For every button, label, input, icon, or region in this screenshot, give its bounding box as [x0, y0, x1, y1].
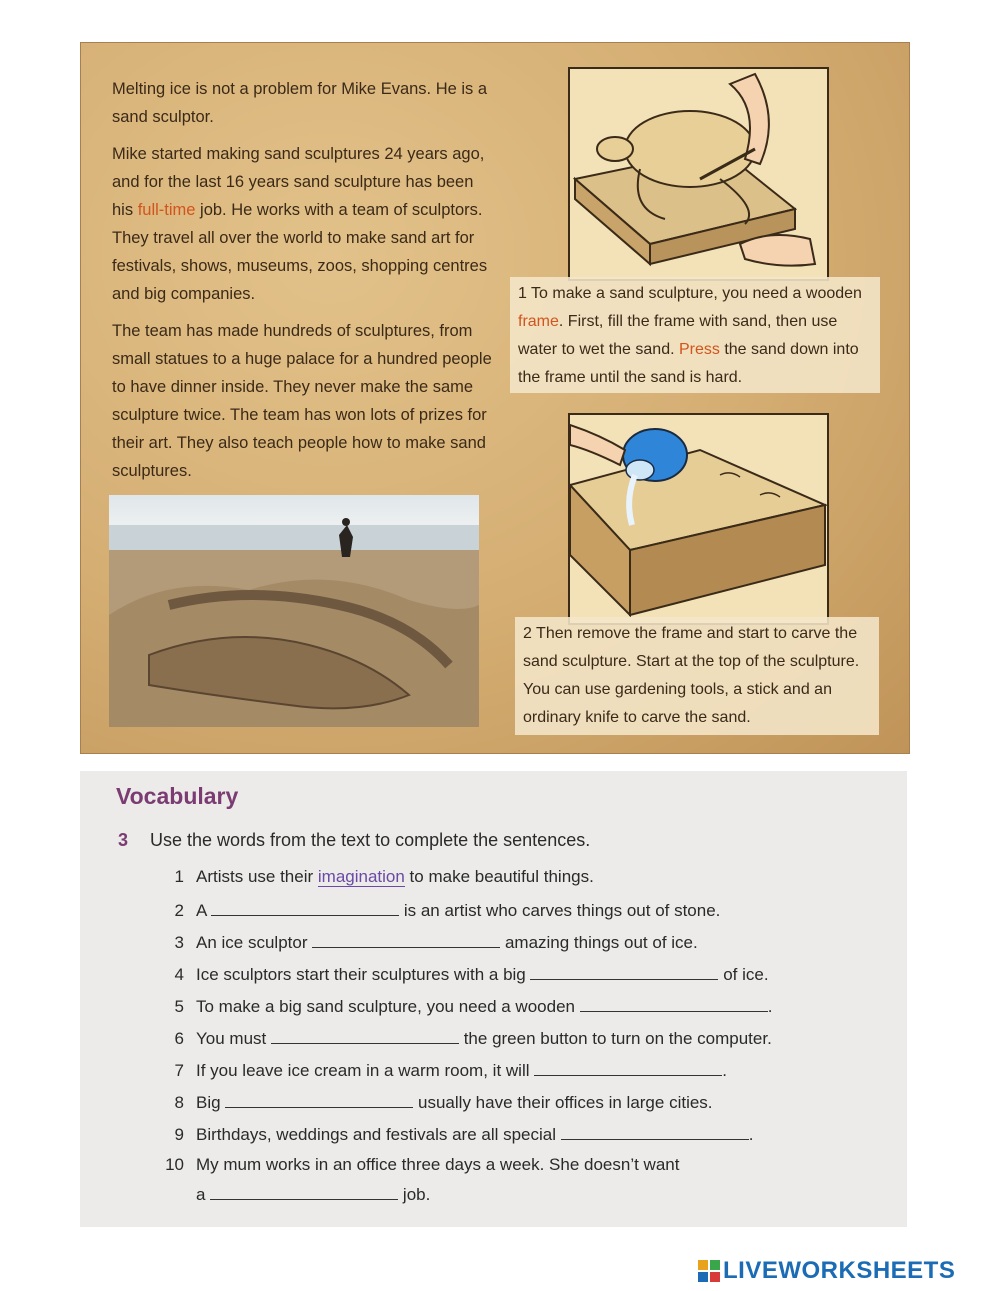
answer-field[interactable] [534, 1059, 722, 1076]
item-text-before: An ice sculptor [196, 933, 313, 952]
exercise-item-8 [146, 1091, 713, 1113]
item-text-after: . [722, 1061, 727, 1080]
exercise-item-10 [146, 1155, 679, 1175]
answer-field[interactable] [210, 1183, 398, 1200]
answer-field[interactable] [312, 931, 500, 948]
exercise-item-10-continued [146, 1183, 430, 1205]
item-text-before: Big [196, 1093, 226, 1112]
item-text-before: Ice sculptors start their sculptures with a big [196, 965, 531, 984]
logo-square-3 [698, 1272, 708, 1282]
exercise-item-4 [146, 963, 769, 985]
paragraph-1: Melting ice is not a problem for Mike Evans. He is a sand sculptor. [112, 80, 488, 126]
exercise-item-6 [146, 1027, 772, 1049]
exercise-item-3 [146, 931, 698, 953]
answer-field[interactable] [211, 899, 399, 916]
turtle-drawing [570, 69, 827, 279]
item-number: 9 [174, 1125, 184, 1144]
keyword-press: Press [678, 341, 720, 358]
crocodile-photo-drawing [109, 495, 479, 727]
step-2-caption [515, 617, 879, 735]
item-text-after: to make beautiful things. [404, 867, 594, 886]
logo-square-2 [710, 1260, 720, 1270]
step-1-text-b: . First, fill the frame with sand, then use water to wet the sand. [518, 313, 838, 358]
item-text-after: . [767, 997, 773, 1016]
item-text-after: . [748, 1125, 754, 1144]
exercise-item-2 [146, 899, 720, 921]
vocabulary-section [80, 771, 907, 1227]
keyword-full-time: full-time [137, 201, 196, 219]
item-text-after: job. [398, 1185, 431, 1204]
exercise-item-9 [146, 1123, 753, 1145]
item-number: 5 [174, 997, 184, 1016]
item-number: 7 [174, 1061, 184, 1080]
item-text-before: You must [196, 1029, 271, 1048]
liveworksheets-logo [698, 1258, 955, 1284]
item-text-before: My mum works in an office three days a week. She doesn’t want [196, 1155, 680, 1174]
article-text [112, 75, 497, 494]
step-1-text-a: 1 To make a sand sculpture, you need a wooden [518, 285, 862, 302]
logo-grid-icon [698, 1260, 720, 1282]
step-1-text-c: the sand down into the frame until the sand is hard. [518, 341, 859, 386]
step-1-caption [510, 277, 880, 393]
logo-square-1 [698, 1260, 708, 1270]
paragraph-3: The team has made hundreds of sculptures, from small statues to a huge palace for a hundred people to have dinner inside. They never make the same sculpture twice. The team has won lots of prizes for their art. They also teach people how to make sand sculptures. [112, 322, 492, 480]
item-text-after: usually have their offices in large cities. [413, 1093, 713, 1112]
task-number: 3 [118, 830, 129, 850]
item-text-before: Birthdays, weddings and festivals are all special [196, 1125, 561, 1144]
turtle-illustration [568, 67, 829, 281]
paragraph-2-b: job. He works with a team of sculptors. They travel all over the world to make sand art for festivals, shows, museums, zoos, shopping centres and big companies. [112, 201, 488, 303]
item-number: 1 [174, 867, 184, 886]
item-text-before: If you leave ice cream in a warm room, it will [196, 1061, 535, 1080]
item-number: 8 [174, 1093, 184, 1112]
exercise-item-1 [146, 867, 594, 887]
item-text-before: a [196, 1185, 211, 1204]
answer-field[interactable] [225, 1091, 413, 1108]
item-text-before: Artists use their [196, 867, 318, 886]
item-number: 6 [174, 1029, 184, 1048]
logo-text: LIVEWORKSHEETS [723, 1257, 956, 1284]
item-text-before: To make a big sand sculpture, you need a wooden [196, 997, 580, 1016]
exercise-item-5 [146, 995, 772, 1017]
item-number: 10 [165, 1155, 184, 1174]
box-illustration [568, 413, 829, 625]
item-text-after: amazing things out of ice. [500, 933, 698, 952]
paragraph-2 [112, 140, 497, 308]
item-text-before: A [196, 901, 212, 920]
item-text-after: the green button to turn on the computer. [458, 1029, 772, 1048]
reading-article [80, 42, 910, 754]
answer-field[interactable] [271, 1027, 459, 1044]
item-text-after: of ice. [718, 965, 769, 984]
answer-field[interactable] [561, 1123, 749, 1140]
vocabulary-title: Vocabulary [116, 783, 239, 809]
item-number: 2 [174, 901, 184, 920]
task-instruction: Use the words from the text to complete the sentences. [150, 830, 591, 850]
step-2-text: 2 Then remove the frame and start to carve the sand sculpture. Start at the top of the sculpture. You can use gardening tools, a stick and an ordinary knife to carve the sand. [523, 625, 860, 726]
logo-square-4 [710, 1272, 720, 1282]
answer-field[interactable]: imagination [317, 867, 405, 886]
paragraph-2-a: Mike started making sand sculptures 24 years ago, and for the last 16 years sand sculpture has been his [112, 145, 485, 219]
answer-field[interactable] [530, 963, 718, 980]
item-number: 4 [174, 965, 184, 984]
crocodile-sculpture-photo [109, 495, 479, 727]
item-number: 3 [174, 933, 184, 952]
item-text-after: is an artist who carves things out of stone. [399, 901, 721, 920]
sand-box-drawing [570, 415, 827, 623]
answer-field[interactable] [580, 995, 768, 1012]
keyword-frame: frame [518, 313, 559, 330]
exercise-item-7 [146, 1059, 727, 1081]
